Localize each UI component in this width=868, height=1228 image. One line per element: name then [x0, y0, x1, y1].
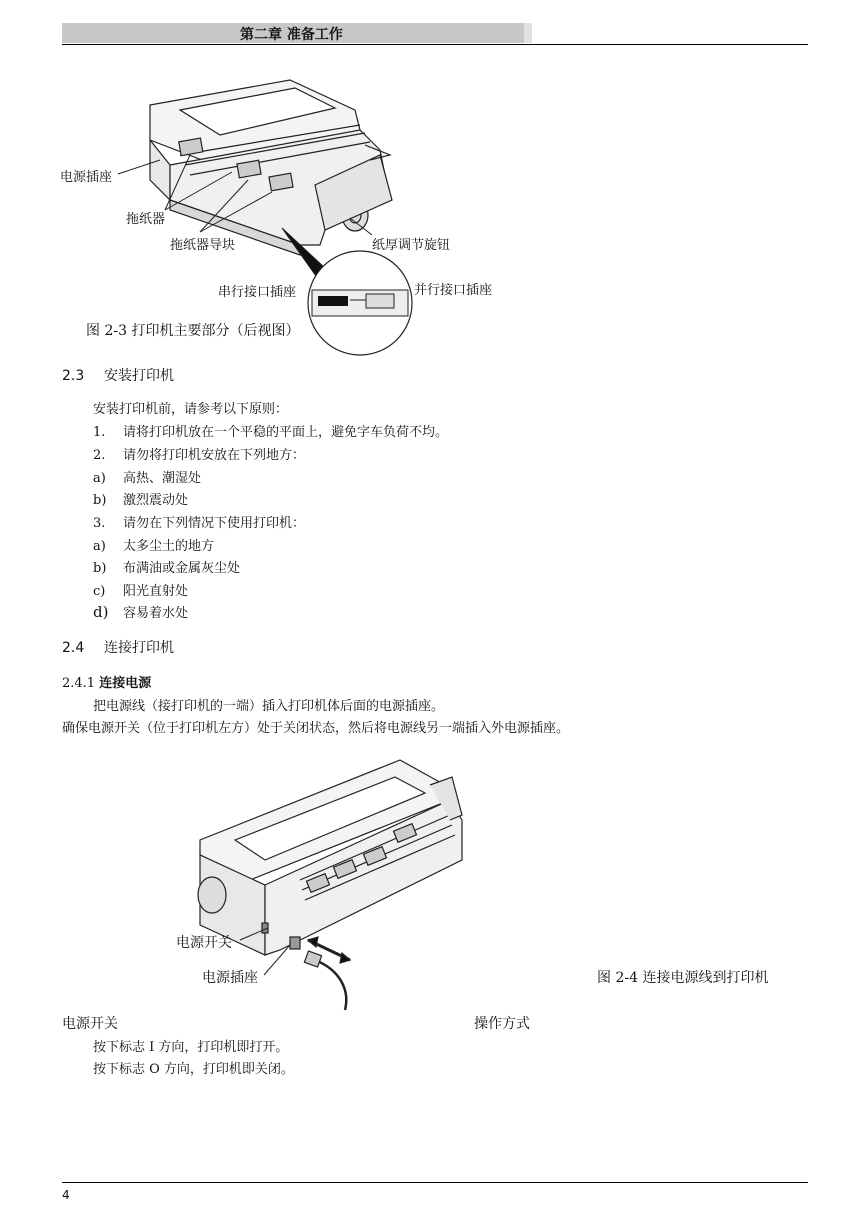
label-parallel-port: 并行接口插座: [414, 283, 493, 298]
table-row: 按下标志 I 方向，打印机即打开。: [93, 1040, 289, 1055]
label-power-socket: 电源插座: [60, 170, 113, 185]
subsection-number: 2.4.1: [62, 676, 96, 691]
label-power-socket-2: 电源插座: [202, 970, 258, 986]
list-item: a) 高热、潮湿处: [93, 471, 202, 486]
subsection-2-4-1-heading: [62, 672, 151, 691]
label-paper-thickness-knob: 纸厚调节旋钮: [372, 238, 451, 253]
table-header-operation: 操作方式: [474, 1016, 530, 1032]
section-2-3-heading: [62, 365, 174, 385]
section-number: 2.4: [62, 640, 85, 656]
list-item: c) 阳光直射处: [93, 584, 189, 599]
section-title: 连接打印机: [104, 640, 174, 656]
chapter-title: 第二章 准备工作: [240, 27, 343, 43]
label-power-switch: 电源开关: [176, 935, 232, 951]
subsection-title: 连接电源: [99, 676, 152, 691]
page-number: 4: [62, 1188, 70, 1202]
table-header-power-switch: 电源开关: [62, 1016, 118, 1032]
figure-2-4-caption: 图 2-4 连接电源线到打印机: [597, 970, 769, 986]
list-item: d) 容易着水处: [93, 603, 189, 621]
callout-lines: [0, 0, 868, 360]
list-item: 3. 请勿在下列情况下使用打印机：: [93, 516, 306, 531]
paragraph-2: 确保电源开关（位于打印机左方）处于关闭状态，然后将电源线另一端插入外电源插座。: [62, 721, 570, 736]
list-item: a) 太多尘土的地方: [93, 539, 215, 554]
footer-rule: [62, 1182, 808, 1183]
section-2-4-heading: [62, 637, 174, 657]
section-title: 安装打印机: [104, 368, 174, 384]
label-tractor: 拖纸器: [126, 212, 166, 227]
label-tractor-guide: 拖纸器导块: [170, 238, 236, 253]
list-item: b) 布满油或金属灰尘处: [93, 561, 241, 576]
list-item: b) 激烈震动处: [93, 493, 189, 508]
table-row: 按下标志 O 方向，打印机即关闭。: [93, 1062, 294, 1077]
section-2-3-intro: 安装打印机前，请参考以下原则：: [93, 402, 289, 417]
figure-2-3-caption: 图 2-3 打印机主要部分（后视图）: [86, 323, 300, 339]
label-serial-port: 串行接口插座: [218, 285, 297, 300]
list-item: 2. 请勿将打印机安放在下列地方：: [93, 448, 306, 463]
list-item: 1. 请将打印机放在一个平稳的平面上，避免字车负荷不均。: [93, 425, 449, 440]
section-number: 2.3: [62, 368, 85, 384]
paragraph-1: 把电源线（接打印机的一端）插入打印机体后面的电源插座。: [93, 699, 445, 714]
